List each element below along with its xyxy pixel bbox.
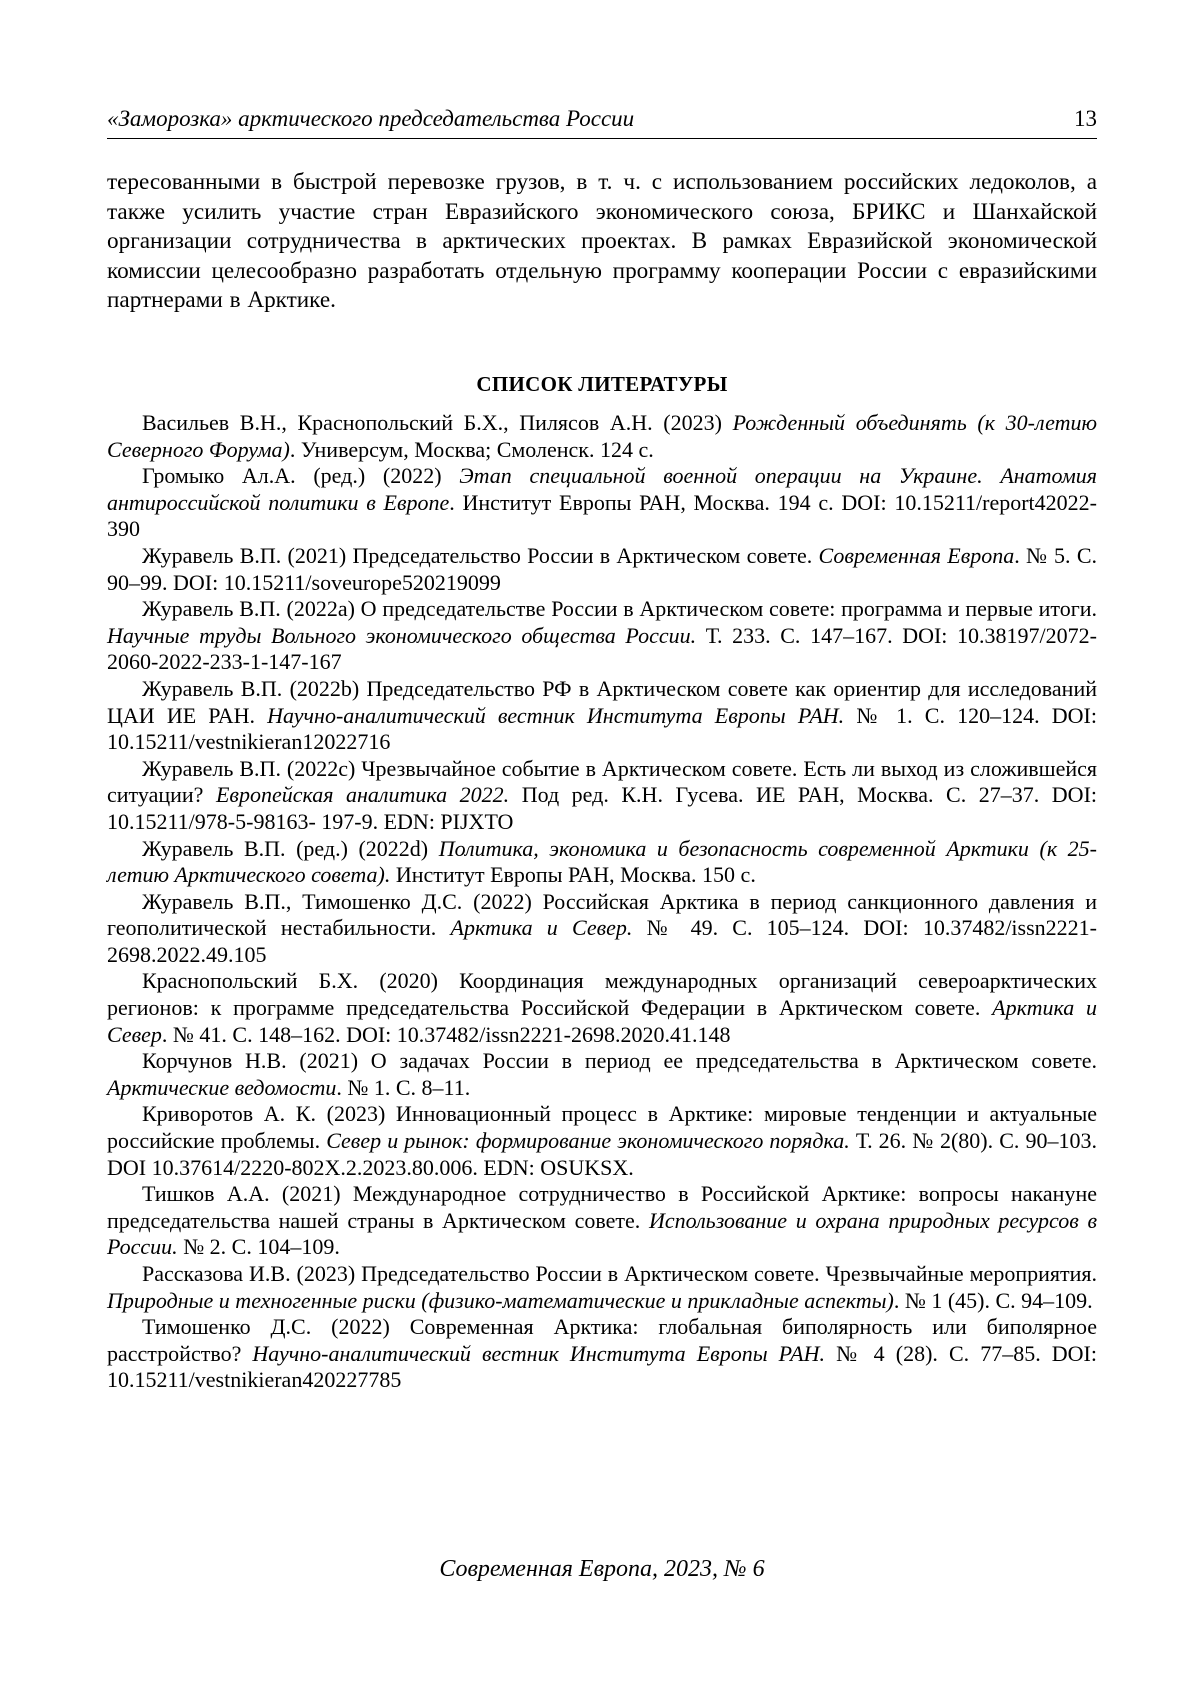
- reference-source-italic: Рожденный объединять (к 30-летию Северного Форума): [107, 410, 1097, 462]
- reference-item: [107, 1048, 1097, 1101]
- reference-source-italic: Политика, экономика и безопасность современной Арктики (к 25-летию Арктического совета).: [107, 835, 1097, 888]
- reference-details: № 1. С. 120–124. DOI: 10.15211/vestnikieran12022716: [107, 702, 1097, 755]
- reference-text: Журавель В.П., Тимошенко Д.С. (2022) Российская Арктика в период санкционного давления и геополитической нестабильности.: [107, 888, 1097, 941]
- reference-text: Васильев В.Н., Краснопольский Б.Х., Пилясов А.Н. (2023): [142, 410, 733, 435]
- reference-details: . № 41. С. 148–162. DOI: 10.37482/issn2221-2698.2020.41.148: [161, 1021, 731, 1047]
- reference-source-italic: Арктика и Север.: [450, 915, 633, 941]
- reference-details: Т. 26. № 2(80). С. 90–103. DOI 10.37614/2220-802X.2.2023.80.006. EDN: OSUKSX.: [107, 1128, 1097, 1180]
- body-text: [107, 168, 1097, 316]
- reference-source-italic: Этап специальной военной операции на Украине. Анатомия антироссийской политики в Европе: [107, 463, 1097, 515]
- reference-text: Журавель В.П. (2022b) Председательство РФ в Арктическом совете как ориентир для исследований ЦАИ ИЕ РАН.: [107, 675, 1097, 728]
- reference-item: [107, 968, 1097, 1048]
- reference-item: [107, 889, 1097, 969]
- reference-source-italic: Природные и техногенные риски (физико-математические и прикладные аспекты): [107, 1287, 894, 1313]
- reference-details: Под ред. К.Н. Гусева. ИЕ РАН, Москва. С. 27–37. DOI: 10.15211/978-5-98163- 197-9. EDN: PIJXTO: [107, 782, 1098, 834]
- reference-item: [107, 676, 1097, 756]
- reference-details: . № 5. С. 90–99. DOI: 10.15211/soveurope520219099: [107, 542, 1097, 595]
- references-list: [107, 410, 1097, 1394]
- reference-source-italic: Научно-аналитический вестник Института Европы РАН.: [267, 702, 845, 728]
- reference-text: Журавель В.П. (ред.) (2022d): [142, 835, 439, 861]
- reference-details: № 2. С. 104–109.: [177, 1234, 340, 1260]
- reference-text: Корчунов Н.В. (2021) О задачах России в период ее председательства в Арктическом совете.: [142, 1048, 1097, 1074]
- reference-source-italic: Европейская аналитика 2022.: [215, 782, 510, 808]
- reference-details: № 4 (28). С. 77–85. DOI: 10.15211/vestnikieran420227785: [107, 1340, 1097, 1393]
- reference-item: [107, 410, 1097, 463]
- reference-item: [107, 543, 1097, 596]
- reference-source-italic: Научно-аналитический вестник Института Европы РАН.: [252, 1340, 825, 1366]
- reference-details: . Институт Европы РАН, Москва. 194 с. DOI: 10.15211/report42022-390: [107, 489, 1097, 542]
- reference-text: Тишков А.А. (2021) Международное сотрудничество в Российской Арктике: вопросы накануне председательства нашей страны в Арктическом совете.: [107, 1181, 1097, 1233]
- reference-text: Краснопольский Б.Х. (2020) Координация международных организаций североарктических регионов: к программе председательства Российской Федерации в Арктическом совете.: [107, 968, 1097, 1021]
- reference-item: [107, 1314, 1097, 1394]
- reference-source-italic: Современная Европа: [818, 542, 1015, 568]
- reference-item: [107, 836, 1097, 889]
- page-number: 13: [1074, 106, 1097, 131]
- reference-source-italic: Использование и охрана природных ресурсов в России.: [107, 1207, 1097, 1260]
- reference-details: № 49. С. 105–124. DOI: 10.37482/issn2221- 2698.2022.49.105: [107, 915, 1097, 967]
- reference-item: [107, 756, 1097, 836]
- reference-text: Журавель В.П. (2021) Председательство России в Арктическом совете.: [142, 542, 819, 568]
- reference-details: Т. 233. С. 147–167. DOI: 10.38197/2072-2060-2022-233-1-147-167: [107, 622, 1097, 675]
- reference-details: . Универсум, Москва; Смоленск. 124 с.: [289, 436, 654, 462]
- reference-text: Журавель В.П. (2022a) О председательстве России в Арктическом совете: программа и первые итоги.: [142, 596, 1097, 622]
- reference-item: [107, 1101, 1097, 1181]
- reference-text: Криворотов А. К. (2023) Инновационный процесс в Арктике: мировые тенденции и актуальные российские проблемы.: [107, 1101, 1097, 1154]
- reference-text: Тимошенко Д.С. (2022) Современная Арктика: глобальная биполярность или биполярное расстройство?: [107, 1314, 1097, 1366]
- reference-item: [107, 463, 1097, 543]
- reference-item: [107, 1261, 1097, 1314]
- reference-details: . № 1 (45). С. 94–109.: [893, 1287, 1093, 1313]
- reference-details: . № 1. С. 8–11.: [336, 1074, 471, 1100]
- references-title: СПИСОК ЛИТЕРАТУРЫ: [476, 372, 728, 396]
- reference-source-italic: Арктика и Север: [107, 995, 1097, 1047]
- reference-text: Громыко Ал.А. (ред.) (2022): [142, 463, 460, 489]
- reference-details: Институт Европы РАН, Москва. 150 с.: [390, 862, 756, 888]
- reference-text: Рассказова И.В. (2023) Председательство России в Арктическом совете. Чрезвычайные мероприятия.: [142, 1261, 1097, 1286]
- body-paragraph: тересованными в быстрой перевозке грузов, в т. ч. с использованием российских ледоколов, а также усилить участие стран Евразийского экономического союза, БРИКС и Шанхайской организации сотрудничества в арктических проектах. В рамках Евразийской экономической комиссии целесообразно разработать отдельную программу кооперации России с евразийскими партнерами в Арктике.: [107, 169, 1097, 313]
- reference-source-italic: Арктические ведомости: [107, 1074, 337, 1100]
- running-title: «Заморозка» арктического председательства России: [107, 106, 635, 131]
- reference-source-italic: Север и рынок: формирование экономического порядка.: [326, 1128, 850, 1154]
- journal-footer: Современная Европа, 2023, № 6: [439, 1556, 765, 1582]
- reference-item: [107, 1181, 1097, 1261]
- running-header: [107, 106, 1097, 139]
- reference-item: [107, 596, 1097, 676]
- reference-source-italic: Научные труды Вольного экономического общества России.: [107, 622, 697, 648]
- reference-text: Журавель В.П. (2022c) Чрезвычайное событие в Арктическом совете. Есть ли выход из сложившейся ситуации?: [107, 755, 1097, 808]
